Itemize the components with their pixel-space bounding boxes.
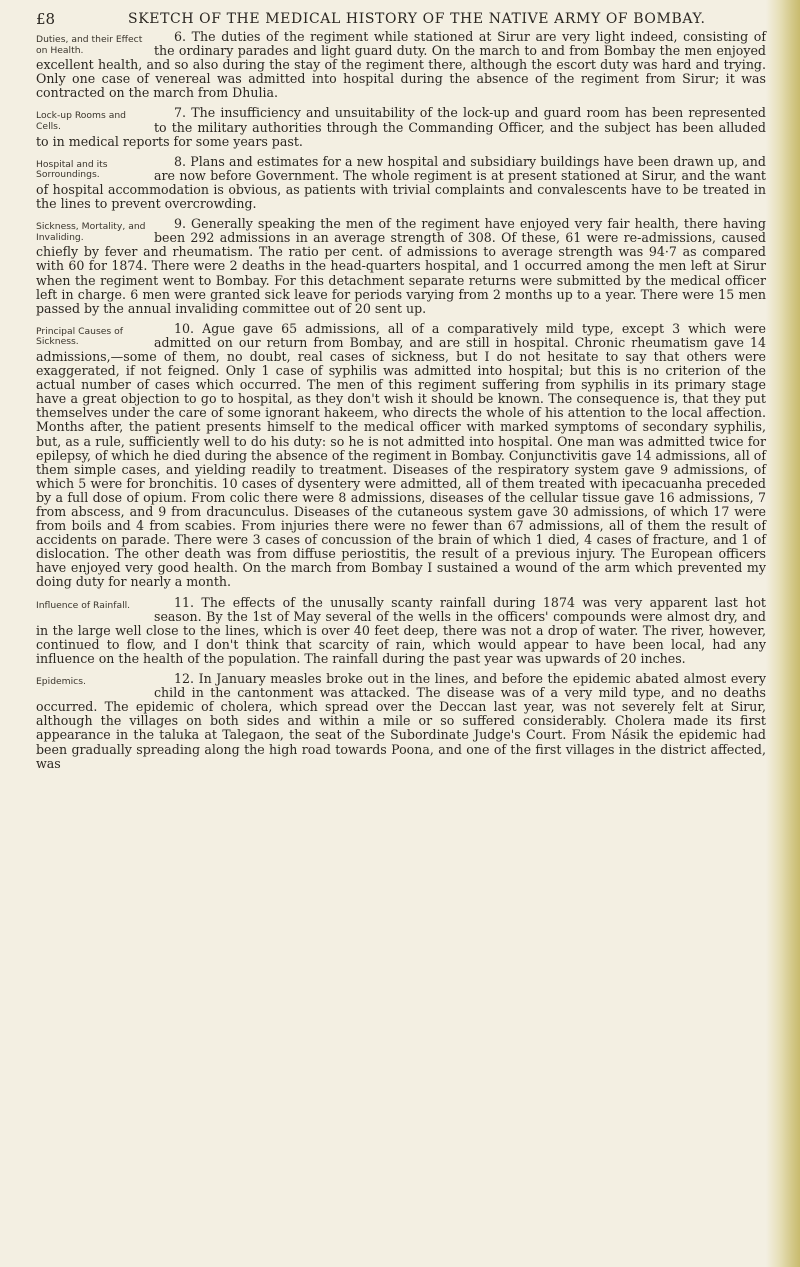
side-note: Duties, and their Effect on Health. — [36, 34, 143, 56]
paragraph-7-lock-up — [36, 106, 766, 148]
paragraph-text: 12. In January measles broke out in the lines, and before the epidemic abated almost every child in the cantonment was attacked. The disease was of a very mild type, and no deaths occurred. The epidemic of cholera, which spread over the Deccan last year, was not severely felt at Sirur, although the villages on both sides and within a mile or so suffered considerably. Cholera made its first appearance in the taluka at Talegaon, the seat of the Subordinate Judge's Court. From Násik the epidemic had been gradually spreading along the high road towards Poona, and one of the first villages in the district affected, was — [36, 671, 766, 771]
paragraph-12-epidemics — [36, 672, 766, 771]
paragraph-text: 10. Ague gave 65 admissions, all of a comparatively mild type, except 3 which were admitted on our return from Bombay, and are still in hospital. Chronic rheumatism gave 14 admissions,—some of them, no doubt, real cases of sickness, but I do not hesitate to say that others were exaggerated, if not feigned. Only 1 case of syphilis was admitted into hospital; but this is no criterion of the actual number of cases which occurred. The men of this regiment suffering from syphilis in its primary stage have a great objection to go to hospital, as they don't wish it should be known. The consequence is, that they put themselves under the care of some ignorant hakeem, who directs the whole of his attention to the local affection. Months after, the patient presents himself to the medical officer with marked symptoms of secondary syphilis, but, as a rule, sufficiently well to do his duty: so he is not admitted into hospital. One man was admitted twice for epilepsy, of which he died during the absence of the regiment in Bombay. Conjunctivitis gave 14 admissions, all of them simple cases, and yielding readily to treatment. Diseases of the respiratory system gave 9 admissions, of which 5 were for bronchitis. 10 cases of dysentery were admitted, all of them treated with ipecacuanha preceded by a full dose of opium. From colic there were 8 admissions, diseases of the cellular tissue gave 16 admissions, 7 from abscess, and 9 from dracunculus. Diseases of the cutaneous system gave 30 admissions, of which 17 were from boils and 4 from scabies. From injuries there were no fewer than 67 admissions, all of them the result of accidents on parade. There were 3 cases of concussion of the brain of which 1 died, 4 cases of fracture, and 1 of dislocation. The other death was from diffuse periostitis, the result of a previous injury. The European officers have enjoyed very good health. On the march from Bombay I sustained a wound of the arm which prevented my doing duty for nearly a month. — [36, 320, 766, 590]
paragraph-8-hospital — [36, 155, 766, 211]
side-note: Epidemics. — [36, 676, 86, 688]
side-note: Influence of Rainfall. — [36, 599, 131, 611]
page-header — [36, 6, 766, 30]
side-note: Sickness, Mortality, and Invaliding. — [36, 221, 146, 243]
paragraph-text: 9. Generally speaking the men of the regiment have enjoyed very fair health, there having been 292 admissions in an average strength of 308. Of these, 61 were re-admissions, caused chiefly by fever and rheumatism. The ratio per cent. of admissions to average strength was 94·7 as compared with 60 for 1874. There were 2 deaths in the head-quarters hospital, and 1 occurred among the men left at Sirur when the regiment went to Bombay. For this detachment separate returns were submitted by the medical officer left in charge. 6 men were granted sick leave for periods varying from 2 months up to a year. There were 15 men passed by the annual invaliding committee out of 20 sent up. — [36, 216, 766, 316]
side-note: Hospital and its Sorroundings. — [36, 158, 108, 181]
paragraph-11-rainfall — [36, 596, 766, 666]
page-body — [36, 30, 766, 777]
side-note: Lock-up Rooms and Cells. — [36, 110, 126, 132]
paragraph-text: 8. Plans and estimates for a new hospital and subsidiary buildings have been drawn up, and are now before Government. The whole regiment is at present stationed at Sirur, and the want of hospital accommodation is obvious, as patients with trivial complaints and convalescents have to be treated in the lines to prevent overcrowding. — [36, 153, 766, 212]
paragraph-text: 6. The duties of the regiment while stationed at Sirur are very light indeed, consisting of the ordinary parades and light guard duty. On the march to and from Bombay the men enjoyed excellent health, and so also during the stay of the regiment there, although the escort duty was hard and trying. Only one case of venereal was admitted into hospital during the absence of the regiment from Sirur; it was contracted on the march from Dhulia. — [36, 29, 766, 101]
paragraph-text: 11. The effects of the unusally scanty rainfall during 1874 was very apparent last hot season. By the 1st of May several of the wells in the officers' compounds were almost dry, and in the large well close to the lines, which is over 40 feet deep, there was not a drop of water. The river, however, continued to flow, and I don't think that scarcity of rain, which would appear to have been local, had any influence on the health of the population. The rainfall during the past year was upwards of 20 inches. — [36, 594, 766, 666]
page-number: £8 — [36, 10, 56, 28]
side-note: Principal Causes of Sickness. — [36, 325, 123, 348]
paragraph-text: 7. The insufficiency and unsuitability of the lock-up and guard room has been represented to the military authorities through the Commanding Officer, and the subject has been alluded to in medical reports for some years past. — [36, 105, 766, 149]
page-edge-shading — [766, 0, 800, 1267]
paragraph-9-sickness — [36, 217, 766, 316]
paragraph-6-duties — [36, 30, 766, 100]
running-title: SKETCH OF THE MEDICAL HISTORY OF THE NATIVE ARMY OF BOMBAY. — [128, 11, 706, 27]
paragraph-10-causes — [36, 322, 766, 590]
